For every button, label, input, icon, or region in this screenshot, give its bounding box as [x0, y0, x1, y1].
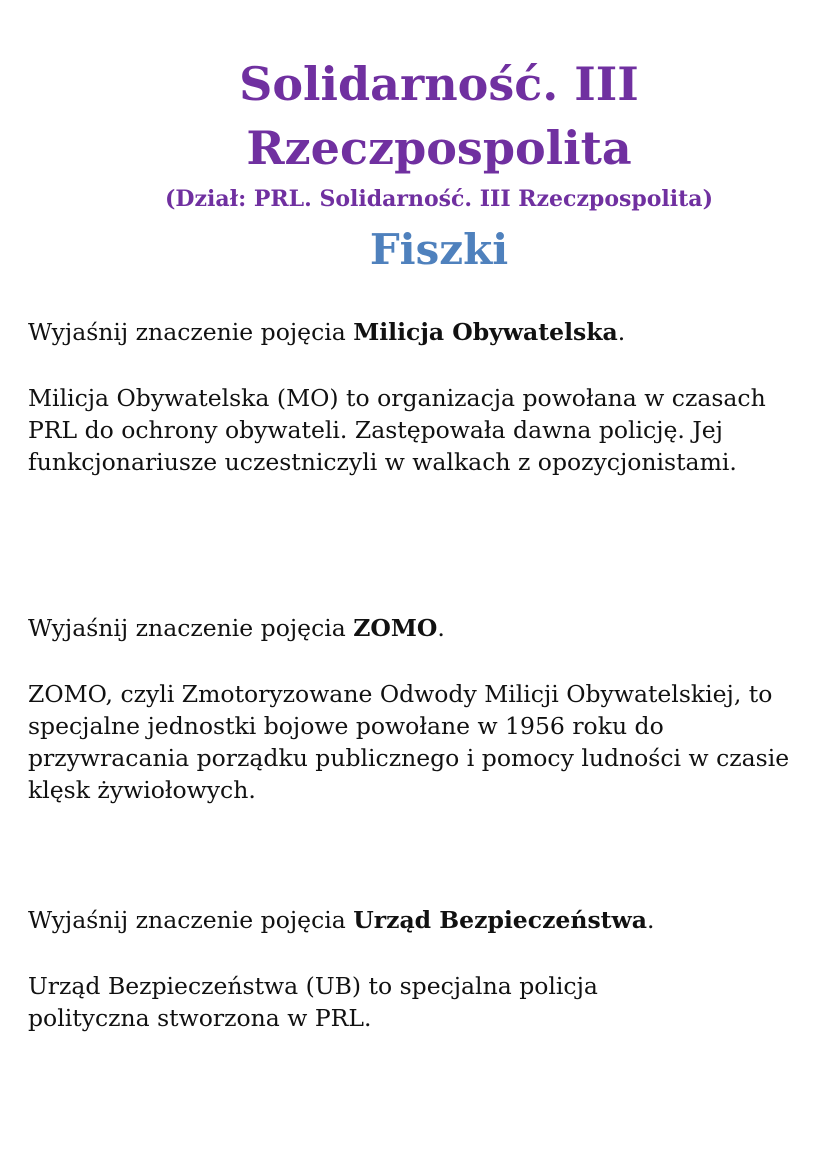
flashcard-question	[28, 612, 818, 644]
flashcard	[28, 904, 818, 1034]
flashcard-question	[28, 316, 818, 348]
flashcard	[28, 612, 818, 806]
question-term: Milicja Obywatelska	[353, 318, 618, 346]
flashcard-answer: ZOMO, czyli Zmotoryzowane Odwody Milicji Obywatelskiej, to specjalne jednostki bojowe powołane w 1956 roku do przywracania porządku publicznego i pomocy ludności w czasie klęsk żywiołowych.	[28, 680, 790, 804]
question-suffix: .	[437, 614, 445, 642]
flashcard-answer: Urząd Bezpieczeństwa (UB) to specjalna policja polityczna stworzona w PRL.	[28, 972, 598, 1032]
flashcard-question	[28, 904, 818, 936]
flashcard	[28, 316, 818, 478]
question-suffix: .	[617, 318, 626, 346]
question-prefix: Wyjaśnij znaczenie pojęcia	[28, 906, 354, 934]
question-term: Urząd Bezpieczeństwa	[353, 906, 647, 934]
page-title: Solidarność. III Rzeczpospolita	[239, 57, 639, 175]
flashcard-answer: Milicja Obywatelska (MO) to organizacja powołana w czasach PRL do ochrony obywateli. Zastępowała dawna policję. Jej funkcjonariusze uczestniczyli w walkach z opozycjonistami.	[28, 384, 766, 476]
section-title: Fiszki	[369, 225, 509, 274]
question-term: ZOMO	[353, 614, 438, 642]
question-suffix: .	[647, 906, 655, 934]
page-subtitle: (Dział: PRL. Solidarność. III Rzeczpospolita)	[165, 186, 713, 212]
question-prefix: Wyjaśnij znaczenie pojęcia	[28, 614, 354, 642]
question-prefix: Wyjaśnij znaczenie pojęcia	[28, 318, 354, 346]
